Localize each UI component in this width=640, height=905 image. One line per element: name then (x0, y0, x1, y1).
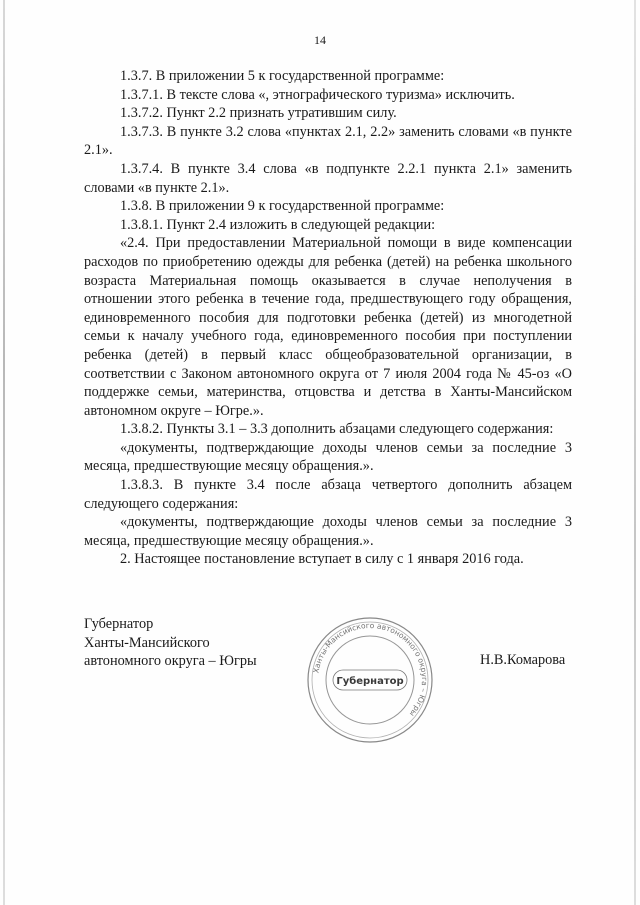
paragraph: 1.3.8.1. Пункт 2.4 изложить в следующей редакции: (120, 216, 436, 233)
paragraph: 1.3.7.2. Пункт 2.2 признать утратившим силу. (120, 105, 397, 122)
stamp-center-text: Губернатор (336, 676, 404, 687)
signatory-title-line: Ханты-Мансийского (84, 634, 210, 651)
paragraph: 1.3.7.4. В пункте 3.4 слова «в подпункте 2.2.1 пункта 2.1» заменить словами «в пункте 2.1». (84, 160, 572, 196)
official-stamp (295, 615, 445, 745)
signatory-title (84, 615, 257, 671)
stamp-ring-text: Ханты-Мансийского автономного округа – Югры (311, 620, 430, 719)
paragraph: 2. Настоящее постановление вступает в силу с 1 января 2016 года. (120, 551, 524, 568)
paragraph: 1.3.8.2. Пункты 3.1 – 3.3 дополнить абзацами следующего содержания: (120, 421, 554, 438)
paragraph: 1.3.7. В приложении 5 к государственной программе: (120, 68, 445, 84)
signatory-title-line: Губернатор (84, 616, 154, 632)
paragraph: 1.3.8.3. В пункте 3.4 после абзаца четвертого дополнить абзацем следующего содержания: (84, 477, 572, 512)
paragraph: 1.3.7.1. В тексте слова «, этнографического туризма» исключить. (120, 86, 515, 103)
quoted-paragraph: «2.4. При предоставлении Материальной помощи в виде компенсации расходов по приобретению одежды для ребенка (детей) на ребенка школьного возраста Материальная помощь оказывается в случае неполучения в отношении этого ребенка в течение года, предшествующего году обращения, единовременного пособия для подготовки ребенка (детей) из многодетной семьи к началу учебного года, единовременного пособия при поступлении ребенка (детей) в первый класс общеобразовательной организации, в соответствии с Законом автономного округа от 7 июля 2004 года № 45-оз «О поддержке семьи, материнства, отцовства и детства в Ханты-Мансийском автономном округе – Югре.». (84, 235, 572, 419)
scan-edge-left (3, 0, 5, 905)
signatory-title-line: автономного округа – Югры (84, 653, 257, 670)
quoted-paragraph: «документы, подтверждающие доходы членов семьи за последние 3 месяца, предшествующие месяцу обращения.». (84, 514, 572, 549)
paragraph: 1.3.8. В приложении 9 к государственной программе: (120, 198, 445, 215)
page-number: 14 (314, 33, 326, 47)
scan-edge-right (634, 0, 636, 905)
document-body (84, 67, 572, 569)
paragraph: 1.3.7.3. В пункте 3.2 слова «пунктах 2.1, 2.2» заменить словами «в пункте 2.1». (84, 123, 572, 159)
quoted-paragraph: «документы, подтверждающие доходы членов семьи за последние 3 месяца, предшествующие месяцу обращения.». (84, 439, 572, 475)
signatory-name: Н.В.Комарова (480, 652, 566, 668)
